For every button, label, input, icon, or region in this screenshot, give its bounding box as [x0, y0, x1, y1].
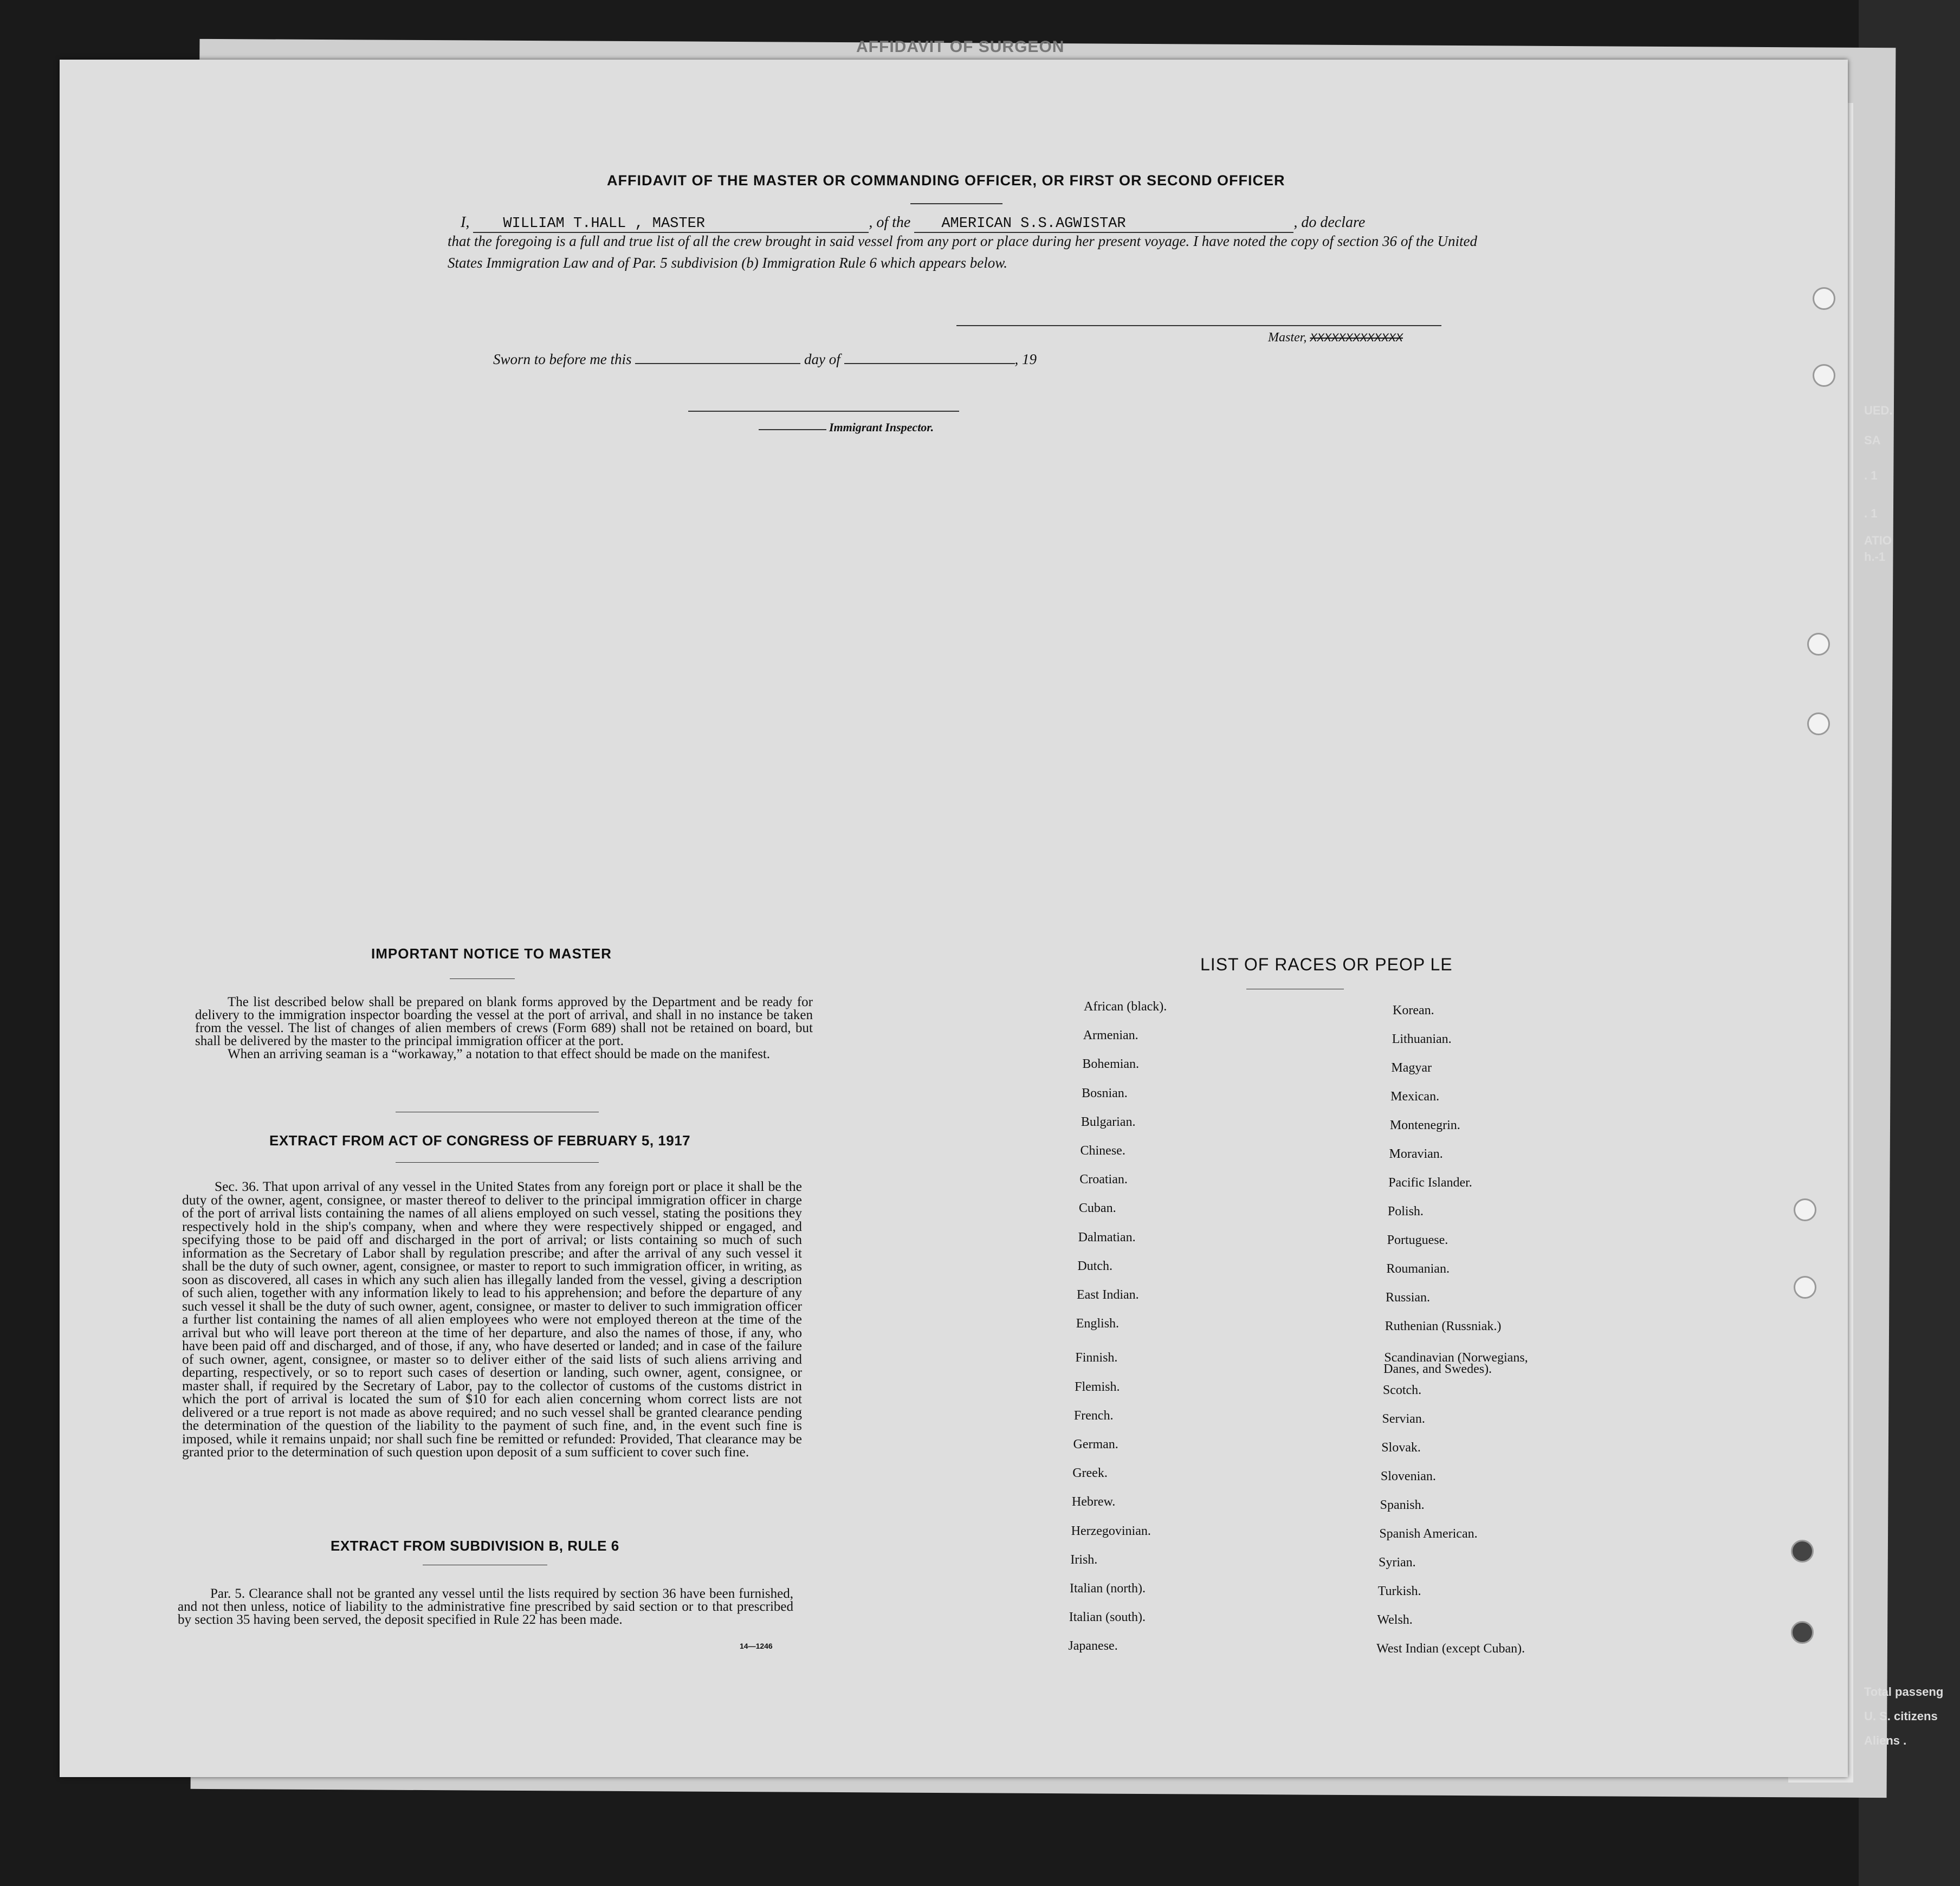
race-item: Scotch. [1382, 1383, 1422, 1397]
master-signature-label [1268, 330, 1403, 345]
side-fragment-text: Total passeng [1864, 1685, 1944, 1699]
race-item: Roumanian. [1386, 1262, 1450, 1276]
affidavit-body: that the foregoing is a full and true list of all the crew brought in said vessel from any port or place during her present voyage. I have noted the copy of section 36 of the United States Immigration Law and of Par. 5 subdivision (b) Immigration Rule 6 which appears below. [448, 233, 1477, 271]
race-item: Syrian. [1379, 1556, 1416, 1570]
race-item: French. [1073, 1408, 1114, 1423]
race-item: Hebrew. [1071, 1495, 1116, 1509]
race-item: English. [1076, 1317, 1120, 1331]
race-item: Slovak. [1381, 1441, 1421, 1455]
race-item: African (black). [1084, 1000, 1167, 1014]
race-item: German. [1073, 1437, 1118, 1451]
binder-hole [1791, 1621, 1814, 1644]
sworn-line [493, 351, 1037, 368]
binder-hole [1807, 712, 1830, 735]
binder-hole [1807, 633, 1830, 656]
race-item: Dutch. [1077, 1259, 1112, 1273]
form-number: 14—1246 [740, 1642, 773, 1650]
affidavit-title: AFFIDAVIT OF THE MASTER OR COMMANDING OFFICER, OR FIRST OR SECOND OFFICER [607, 172, 1285, 189]
races-list-title: LIST OF RACES OR PEOP LE [1200, 955, 1453, 974]
race-item: Mexican. [1390, 1090, 1440, 1104]
notice-title: IMPORTANT NOTICE TO MASTER [371, 945, 612, 962]
race-item: Bohemian. [1082, 1057, 1140, 1072]
race-item: Turkish. [1377, 1584, 1421, 1598]
side-fragment-text: . 1 [1864, 469, 1878, 482]
act-extract-title: EXTRACT FROM ACT OF CONGRESS OF FEBRUARY 5, 1917 [269, 1132, 691, 1149]
year-label: , 19 [1014, 351, 1037, 367]
race-item: Armenian. [1083, 1028, 1139, 1043]
side-fragment-text: UED. [1864, 404, 1893, 417]
side-fragment-text: ATIO [1864, 534, 1892, 547]
race-item: Polish. [1387, 1204, 1424, 1219]
sworn-day-field [635, 363, 800, 364]
race-item: Ruthenian (Russniak.) [1385, 1319, 1502, 1333]
race-item: Cuban. [1078, 1201, 1116, 1216]
master-name-field: WILLIAM T.HALL , MASTER [473, 216, 869, 233]
day-of-label: day of [804, 351, 840, 367]
race-item: Scandinavian (Norwegians, [1384, 1351, 1528, 1365]
notice-paragraph-1: The list described below shall be prepared on blank forms approved by the Department and be ready for delivery to the immigration inspector boarding the vessel at the port of arrival, and shall in no instance be taken from the vessel. The list of changes of alien members of crews (Form 689) shall not be retained on board, but shall be delivered by the master to the principal immigration officer at the port. [195, 995, 813, 1048]
vessel-name-field: AMERICAN S.S.AGWISTAR [914, 216, 1293, 233]
race-item: Lithuanian. [1392, 1032, 1452, 1046]
race-item: Pacific Islander. [1388, 1176, 1472, 1190]
sworn-month-field [844, 363, 1015, 364]
race-item: Spanish. [1380, 1498, 1425, 1512]
inspector-label: Immigrant Inspector. [829, 420, 934, 434]
race-item: Dalmatian. [1078, 1230, 1136, 1245]
binder-hole [1794, 1198, 1816, 1221]
race-item: East Indian. [1077, 1288, 1139, 1302]
race-item: Spanish American. [1379, 1527, 1478, 1541]
side-fragment-text: . 1 [1864, 507, 1878, 520]
rule-extract-body [178, 1587, 793, 1626]
rule-paragraph-5: Par. 5. Clearance shall not be granted any vessel until the lists required by section 36 have been furnished, and not then unless, notice of liability to the administrative fine prescribed by said section or to that prescribed by section 35 having been served, the deposit specified in Rule 22 has been made. [178, 1586, 793, 1627]
side-fragment-text: h.-1 [1864, 550, 1886, 563]
race-item: Herzegovinian. [1071, 1524, 1151, 1538]
race-item: Italian (north). [1070, 1582, 1146, 1596]
race-item: Korean. [1393, 1003, 1434, 1017]
rule-extract-title: EXTRACT FROM SUBDIVISION B, RULE 6 [331, 1538, 619, 1554]
race-item: Croatian. [1079, 1172, 1128, 1187]
side-fragment-text: U. S. citizens [1864, 1709, 1938, 1723]
race-item: Finnish. [1075, 1351, 1118, 1365]
inspector-signature-line [688, 411, 959, 412]
race-item: Slovenian. [1380, 1469, 1436, 1483]
race-item: Chinese. [1080, 1144, 1125, 1158]
race-item: Moravian. [1389, 1147, 1443, 1161]
race-item: Bulgarian. [1081, 1114, 1136, 1129]
act-section-36: Sec. 36. That upon arrival of any vessel in the United States from any foreign port or place it shall be the duty of the owner, agent, consignee, or master thereof to deliver to the principal immigration officer in charge of the port of arrival lists containing the names of all aliens employed on such vessel, stating the positions they respectively hold in the ship's company, when and where they were respectively shipped or engaged, and specifying those to be paid off and discharged in the port of arrival; or lists containing so much of such information as the Secretary of Labor shall by regulation prescribe; and after the arrival of any such vessel it shall be the duty of such owner, agent, consignee, or master to report to such immigration officer, in writing, as soon as discovered, all cases in which any such alien has illegally landed from the vessel, giving a description of such alien, together with any information likely to lead to his apprehension; and before the departure of any such vessel it shall be the duty of such owner, agent, consignee, or master to deliver to such immigration officer a further list containing the names of all alien employees who were not employed thereon at the time of the arrival but who will leave port thereon at the time of her departure, and also the names of those, if any, who have been paid off and discharged, and of those, if any, who have deserted or landed; and in case of the failure of such owner, agent, consignee, or master so to deliver either of the said lists of such aliens arriving and departing, respectively, or so to report such cases of desertion or landing, such owner, agent, consignee, or master shall, if required by the Secretary of Labor, pay to the collector of customs of the customs district in which the port of arrival is located the sum of $10 for each alien concerning whom correct lists are not delivered or a true report is not made as above required; and no such vessel shall be granted clearance pending the determination of the question of the liability to the payment of such fine, and, in the event such fine is imposed, while it remains unpaid; nor shall such fine be remitted or refunded: Provided, That clearance may be granted prior to the determination of such question upon deposit of a sum sufficient to cover such fine. [182, 1178, 802, 1460]
document-sheet [60, 60, 1848, 1777]
act-extract-body [182, 1180, 802, 1459]
binder-hole [1813, 364, 1835, 387]
divider [450, 978, 515, 979]
race-item: Montenegrin. [1389, 1118, 1460, 1132]
race-item: Japanese. [1068, 1639, 1118, 1654]
race-item: Greek. [1072, 1466, 1108, 1481]
race-item: Russian. [1386, 1291, 1431, 1305]
notice-body [195, 996, 813, 1061]
race-item: Italian (south). [1069, 1610, 1146, 1625]
of-the-label: , of the [869, 214, 911, 231]
divider [910, 203, 1002, 204]
notice-paragraph-2: When an arriving seaman is a “workaway,” a notation to that effect should be made on the manifest. [228, 1047, 771, 1061]
race-item: Servian. [1382, 1412, 1425, 1426]
inspector-short-line [759, 429, 826, 430]
race-item: Danes, and Swedes). [1383, 1362, 1492, 1376]
race-item: West Indian (except Cuban). [1376, 1642, 1525, 1656]
binder-hole [1791, 1540, 1814, 1563]
master-signature-line [956, 325, 1441, 326]
race-item: Irish. [1070, 1552, 1098, 1567]
binder-hole [1794, 1276, 1816, 1299]
affidavit-prefix: I, [461, 214, 470, 231]
race-item: Bosnian. [1082, 1086, 1128, 1100]
divider [396, 1162, 599, 1163]
do-declare-label: , do declare [1293, 214, 1366, 231]
side-fragment-text: Aliens . [1864, 1734, 1907, 1747]
top-header: AFFIDAVIT OF SURGEON [856, 38, 1065, 56]
race-item: Magyar [1391, 1061, 1432, 1075]
sworn-label: Sworn to before me this [493, 351, 632, 367]
side-fragment-text: SA [1864, 433, 1881, 447]
binder-hole [1813, 287, 1835, 310]
race-item: Welsh. [1377, 1613, 1413, 1627]
race-item: Portuguese. [1387, 1233, 1448, 1247]
struck-title: XXXXXXXXXXXXX [1310, 332, 1403, 345]
master-label: Master, [1268, 330, 1307, 345]
race-item: Flemish. [1075, 1379, 1120, 1394]
